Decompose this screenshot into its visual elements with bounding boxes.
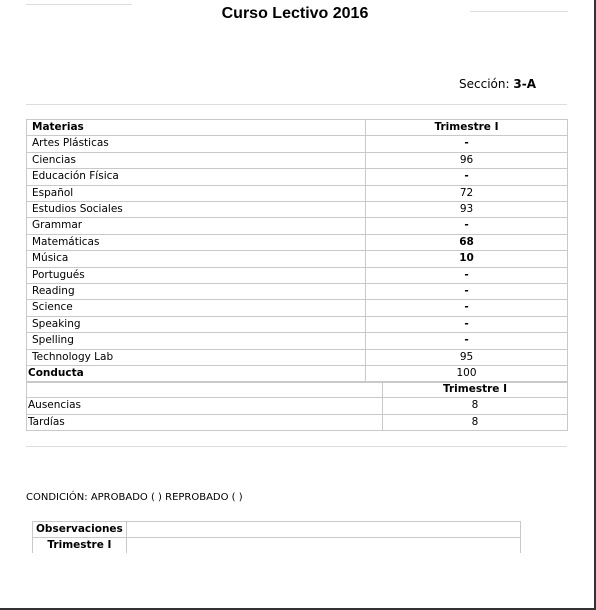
subject-grade: - bbox=[366, 169, 568, 185]
section-indicator bbox=[459, 77, 536, 91]
subject-grade: 10 bbox=[366, 251, 568, 267]
observations-term-row bbox=[33, 538, 521, 554]
attendance-term-header: Trimestre I bbox=[383, 382, 568, 398]
subject-grade: - bbox=[366, 300, 568, 316]
subject-grade: - bbox=[366, 284, 568, 300]
grade-row bbox=[27, 333, 568, 349]
observations-term-text bbox=[126, 538, 520, 554]
grade-row bbox=[27, 234, 568, 250]
subject-grade: 95 bbox=[366, 349, 568, 365]
conduct-row bbox=[27, 366, 568, 382]
grade-row bbox=[27, 284, 568, 300]
attendance-label: Ausencias bbox=[27, 398, 383, 414]
attendance-header-row bbox=[27, 382, 568, 398]
subject-name: Artes Plásticas bbox=[27, 136, 366, 152]
section-value: 3-A bbox=[513, 77, 536, 91]
section-label: Sección: bbox=[459, 77, 510, 91]
subject-grade: - bbox=[366, 267, 568, 283]
observations-header: Observaciones bbox=[33, 522, 127, 538]
observations-header-row bbox=[33, 522, 521, 538]
grade-row bbox=[27, 251, 568, 267]
divider-top bbox=[26, 104, 567, 105]
subject-grade: - bbox=[366, 218, 568, 234]
divider-bottom bbox=[26, 446, 567, 447]
grade-row bbox=[27, 169, 568, 185]
grade-row bbox=[27, 202, 568, 218]
grades-header-row bbox=[27, 120, 568, 136]
subject-column-header: Materias bbox=[27, 120, 366, 136]
grade-row bbox=[27, 185, 568, 201]
subject-grade: 96 bbox=[366, 152, 568, 168]
subject-grade: - bbox=[366, 333, 568, 349]
subject-name: Reading bbox=[27, 284, 366, 300]
term-column-header: Trimestre I bbox=[366, 120, 568, 136]
subject-name: Technology Lab bbox=[27, 349, 366, 365]
attendance-row bbox=[27, 414, 568, 430]
subject-name: Science bbox=[27, 300, 366, 316]
subject-name: Speaking bbox=[27, 316, 366, 332]
subject-grade: - bbox=[366, 316, 568, 332]
grade-row bbox=[27, 300, 568, 316]
subject-name: Estudios Sociales bbox=[27, 202, 366, 218]
subject-name: Música bbox=[27, 251, 366, 267]
attendance-label: Tardías bbox=[27, 414, 383, 430]
observations-table bbox=[32, 521, 521, 553]
grade-row bbox=[27, 152, 568, 168]
subject-name: Educación Física bbox=[27, 169, 366, 185]
grade-row bbox=[27, 349, 568, 365]
attendance-value: 8 bbox=[383, 398, 568, 414]
subject-name: Grammar bbox=[27, 218, 366, 234]
attendance-value: 8 bbox=[383, 414, 568, 430]
subject-name: Spelling bbox=[27, 333, 366, 349]
subject-grade: 93 bbox=[366, 202, 568, 218]
grade-row bbox=[27, 136, 568, 152]
conduct-label: Conducta bbox=[27, 366, 366, 382]
subject-name: Portugués bbox=[27, 267, 366, 283]
grade-row bbox=[27, 316, 568, 332]
subject-grade: 72 bbox=[366, 185, 568, 201]
grades-table bbox=[26, 119, 568, 383]
subject-grade: - bbox=[366, 136, 568, 152]
attendance-row bbox=[27, 398, 568, 414]
subject-grade: 68 bbox=[366, 234, 568, 250]
condition-line: CONDICIÓN: APROBADO ( ) REPROBADO ( ) bbox=[26, 492, 243, 503]
observations-blank bbox=[126, 522, 520, 538]
conduct-grade: 100 bbox=[366, 366, 568, 382]
page-title: Curso Lectivo 2016 bbox=[221, 5, 369, 22]
attendance-table bbox=[26, 381, 568, 431]
subject-name: Español bbox=[27, 185, 366, 201]
subject-name: Ciencias bbox=[27, 152, 366, 168]
subject-name: Matemáticas bbox=[27, 234, 366, 250]
grade-row bbox=[27, 218, 568, 234]
attendance-blank-header bbox=[27, 382, 383, 398]
grade-row bbox=[27, 267, 568, 283]
observations-term: Trimestre I bbox=[33, 538, 127, 554]
